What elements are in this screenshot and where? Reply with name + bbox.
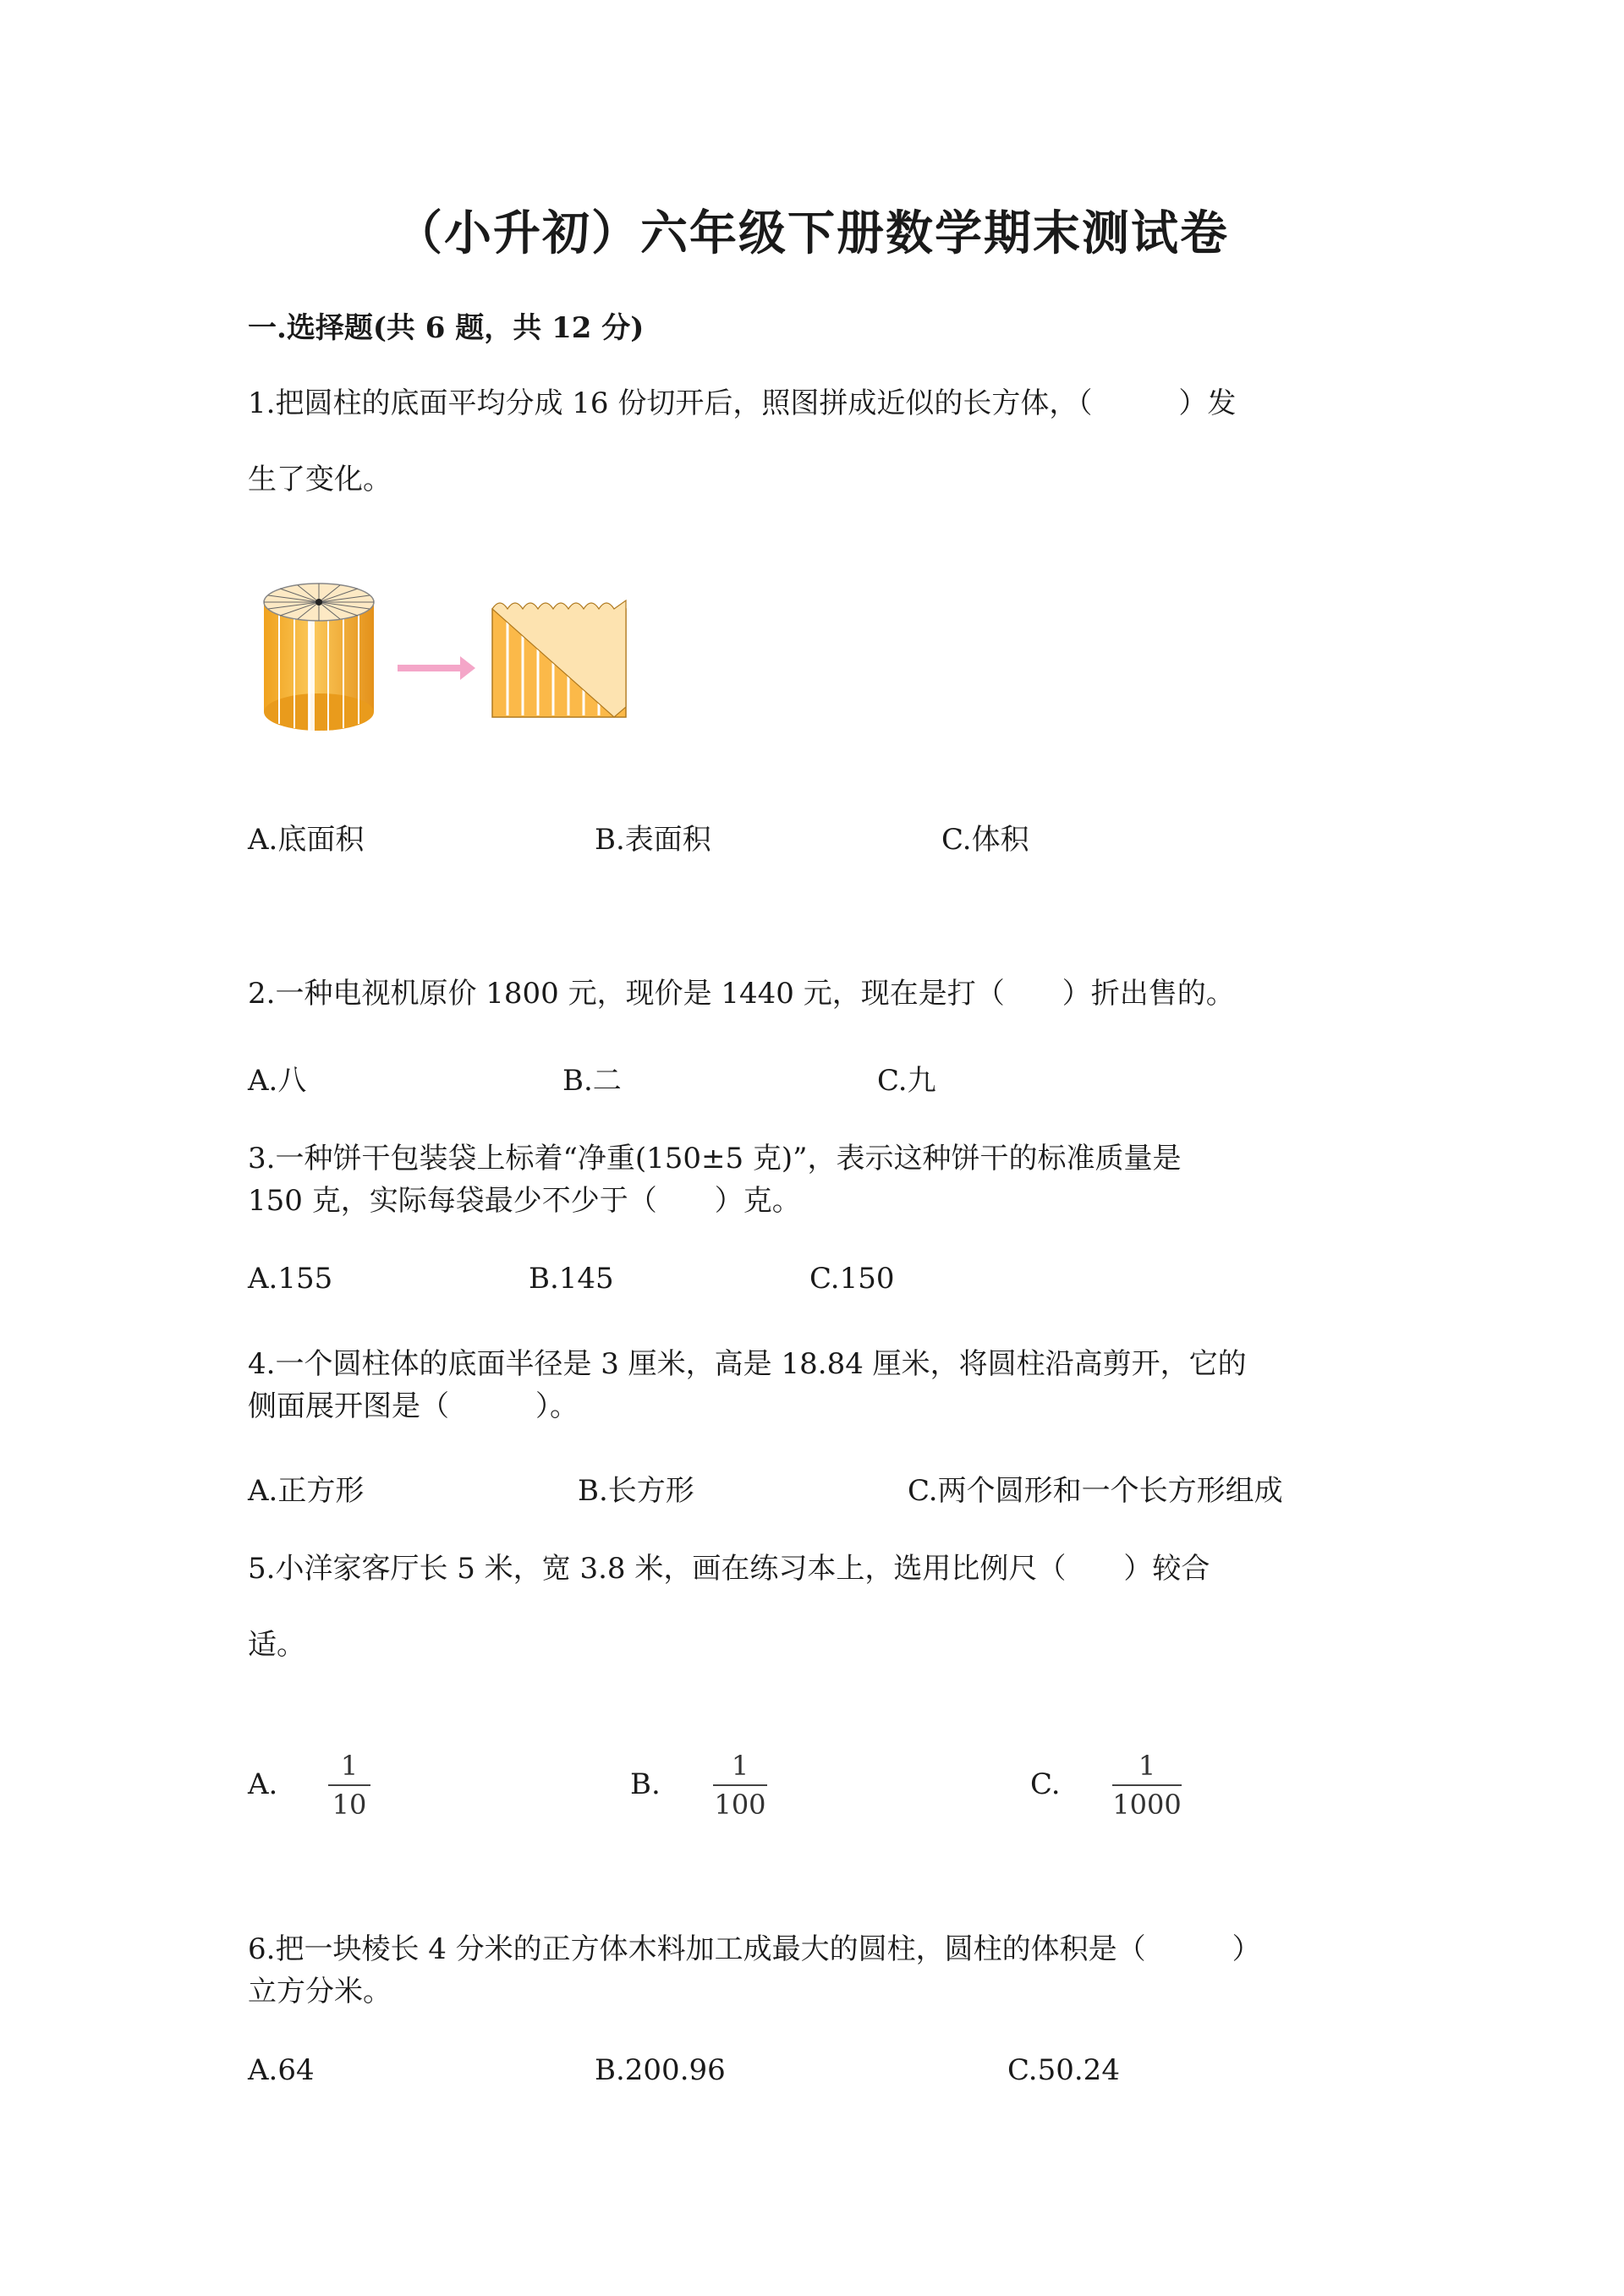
- cylinder-to-cuboid-illustration: [254, 575, 643, 736]
- q5-fraction-b-numerator: 1: [731, 1750, 749, 1782]
- q2-option-a: A.八: [248, 1064, 307, 1098]
- q3-option-c: C.150: [809, 1262, 895, 1296]
- q5-fraction-a-denominator: 10: [332, 1789, 367, 1821]
- question-5-line-2: 适。: [248, 1628, 305, 1662]
- q5-fraction-c-denominator: 1000: [1112, 1789, 1182, 1821]
- q5-fraction-c: [1112, 1749, 1182, 1822]
- q4-option-c: C.两个圆形和一个长方形组成: [908, 1474, 1283, 1508]
- q5-fraction-a: [328, 1749, 370, 1822]
- q3-option-b: B.145: [529, 1262, 614, 1296]
- q6-option-a: A.64: [248, 2053, 315, 2087]
- q1-option-a: A.底面积: [248, 823, 365, 857]
- q4-option-b: B.长方形: [578, 1474, 694, 1508]
- q5-option-c: C.: [1030, 1767, 1061, 1801]
- question-3-line-2: 150 克，实际每袋最少不少于（ ）克。: [248, 1184, 801, 1218]
- cylinder-figure: [264, 584, 374, 731]
- question-1-line-2: 生了变化。: [248, 463, 392, 496]
- q3-option-a: A.155: [248, 1262, 333, 1296]
- question-4-line-1: 4.一个圆柱体的底面半径是 3 厘米，高是 18.84 厘米，将圆柱沿高剪开，它的: [248, 1347, 1247, 1381]
- question-4-line-2: 侧面展开图是（ ）。: [248, 1389, 579, 1423]
- page-title: （小升初）六年级下册数学期末测试卷: [395, 205, 1229, 261]
- q1-option-c: C.体积: [941, 823, 1029, 857]
- q5-option-b: B.: [630, 1767, 661, 1801]
- arrow-icon: [398, 656, 475, 680]
- cuboid-figure: [492, 600, 626, 717]
- q5-fraction-b-denominator: 100: [714, 1789, 766, 1821]
- q6-option-b: B.200.96: [595, 2053, 726, 2087]
- section-heading: 一.选择题(共 6 题，共 12 分): [248, 311, 645, 345]
- q2-option-c: C.九: [877, 1064, 936, 1098]
- q5-option-a: A.: [248, 1767, 278, 1801]
- question-5-line-1: 5.小洋家客厅长 5 米，宽 3.8 米，画在练习本上，选用比例尺（ ）较合: [248, 1552, 1210, 1586]
- question-1-line-1: 1.把圆柱的底面平均分成 16 份切开后，照图拼成近似的长方体，（ ）发: [248, 386, 1237, 420]
- q1-option-b: B.表面积: [595, 823, 711, 857]
- q5-fraction-c-numerator: 1: [1138, 1750, 1156, 1782]
- question-2-line-1: 2.一种电视机原价 1800 元，现价是 1440 元，现在是打（ ）折出售的。: [248, 977, 1235, 1011]
- q5-fraction-b: [713, 1749, 767, 1822]
- q2-option-b: B.二: [562, 1064, 622, 1098]
- q4-option-a: A.正方形: [248, 1474, 365, 1508]
- question-3-line-1: 3.一种饼干包装袋上标着“净重(150±5 克)”，表示这种饼干的标准质量是: [248, 1142, 1182, 1175]
- question-6-line-1: 6.把一块棱长 4 分米的正方体木料加工成最大的圆柱，圆柱的体积是（ ）: [248, 1932, 1261, 1966]
- q6-option-c: C.50.24: [1007, 2053, 1120, 2087]
- question-6-line-2: 立方分米。: [248, 1975, 392, 2008]
- q5-fraction-a-numerator: 1: [340, 1750, 359, 1782]
